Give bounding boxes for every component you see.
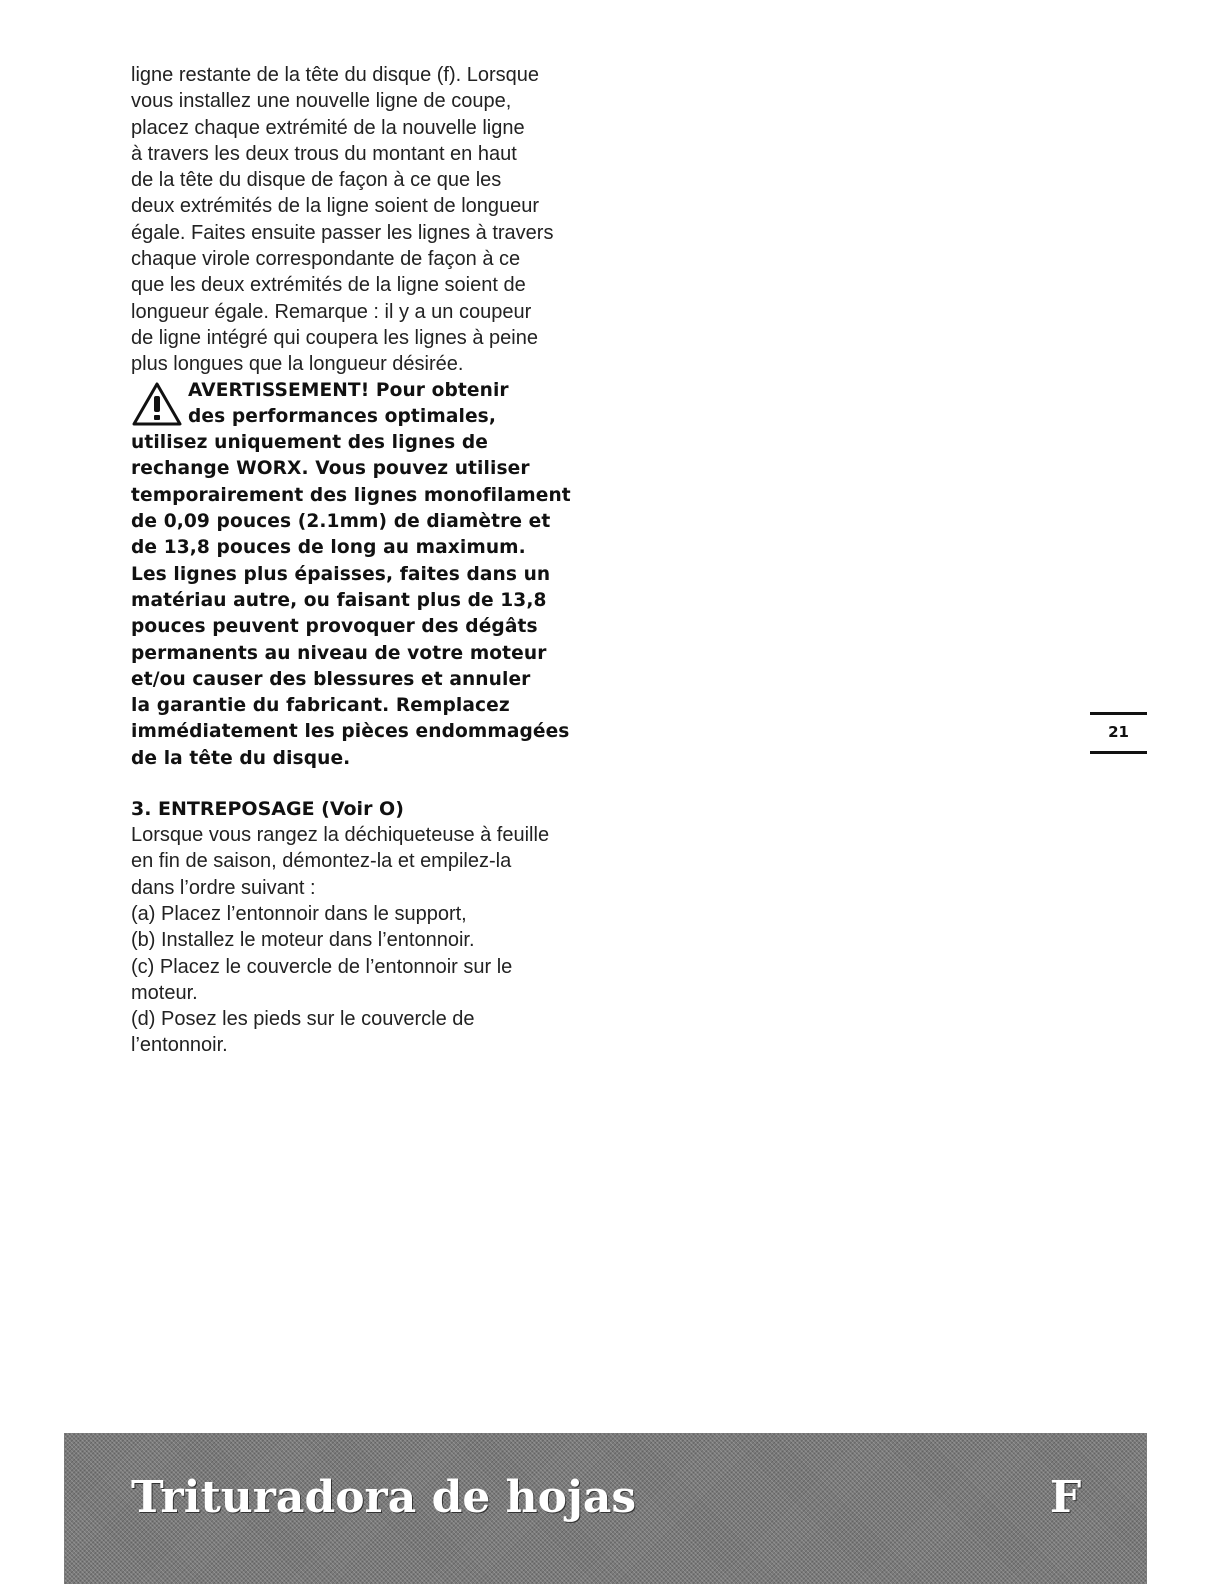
intro-line: à travers les deux trous du montant en haut	[131, 142, 517, 165]
warning-line: permanents au niveau de votre moteur	[131, 642, 547, 664]
main-column	[131, 62, 601, 1059]
page-number-rule-top	[1090, 712, 1147, 715]
warning-line: de 0,09 pouces (2.1mm) de diamètre et	[131, 511, 551, 533]
intro-paragraph	[131, 62, 601, 378]
warning-block	[131, 378, 601, 772]
warning-line: pouces peuvent provoquer des dégâts	[131, 616, 538, 638]
storage-line: Lorsque vous rangez la déchiqueteuse à feuille	[131, 824, 550, 847]
storage-paragraph	[131, 822, 601, 1059]
storage-line: (d) Posez les pieds sur le couvercle de	[131, 1008, 475, 1031]
section-heading: 3. ENTREPOSAGE (Voir O)	[131, 798, 404, 821]
intro-line: de la tête du disque de façon à ce que les	[131, 169, 502, 192]
intro-line: longueur égale. Remarque : il y a un coupeur	[131, 300, 532, 323]
warning-line: des performances optimales,	[188, 405, 496, 427]
storage-line: en fin de saison, démontez-la et empilez-la	[131, 850, 512, 873]
intro-line: deux extrémités de la ligne soient de longueur	[131, 195, 540, 218]
intro-line: ligne restante de la tête du disque (f). Lorsque	[131, 64, 540, 86]
intro-line: que les deux extrémités de la ligne soient de	[131, 274, 526, 297]
warning-line: matériau autre, ou faisant plus de 13,8	[131, 589, 547, 611]
warning-line: Les lignes plus épaisses, faites dans un	[131, 563, 551, 585]
warning-line: utilisez uniquement des lignes de	[131, 432, 488, 454]
page-number: 21	[1108, 723, 1129, 741]
warning-line: de la tête du disque.	[131, 747, 351, 769]
intro-line: égale. Faites ensuite passer les lignes à travers	[131, 221, 554, 244]
intro-line: vous installez une nouvelle ligne de coupe,	[131, 90, 512, 113]
warning-line: la garantie du fabricant. Remplacez	[131, 695, 510, 717]
page-number-rule-bottom	[1090, 751, 1147, 754]
footer-title: Trituradora de hojas	[131, 1472, 637, 1523]
warning-line: AVERTISSEMENT! Pour obtenir	[188, 379, 509, 401]
storage-line: (a) Placez l’entonnoir dans le support,	[131, 902, 467, 925]
warning-line: de 13,8 pouces de long au maximum.	[131, 537, 526, 559]
intro-line: placez chaque extrémité de la nouvelle ligne	[131, 116, 525, 139]
footer-language-letter: F	[1050, 1472, 1082, 1523]
intro-line: chaque virole correspondante de façon à ce	[131, 248, 521, 271]
warning-line: rechange WORX. Vous pouvez utiliser	[131, 458, 530, 480]
warning-triangle-icon	[131, 381, 183, 427]
storage-line: dans l’ordre suivant :	[131, 876, 316, 899]
storage-line: (c) Placez le couvercle de l’entonnoir sur le	[131, 955, 513, 978]
storage-line: (b) Installez le moteur dans l’entonnoir.	[131, 929, 475, 952]
storage-line: moteur.	[131, 981, 198, 1004]
warning-line: temporairement des lignes monofilament	[131, 484, 571, 506]
intro-line: plus longues que la longueur désirée.	[131, 353, 464, 376]
storage-line: l’entonnoir.	[131, 1034, 228, 1057]
warning-line: immédiatement les pièces endommagées	[131, 721, 570, 743]
warning-line: et/ou causer des blessures et annuler	[131, 668, 531, 690]
intro-line: de ligne intégré qui coupera les lignes à peine	[131, 326, 538, 349]
